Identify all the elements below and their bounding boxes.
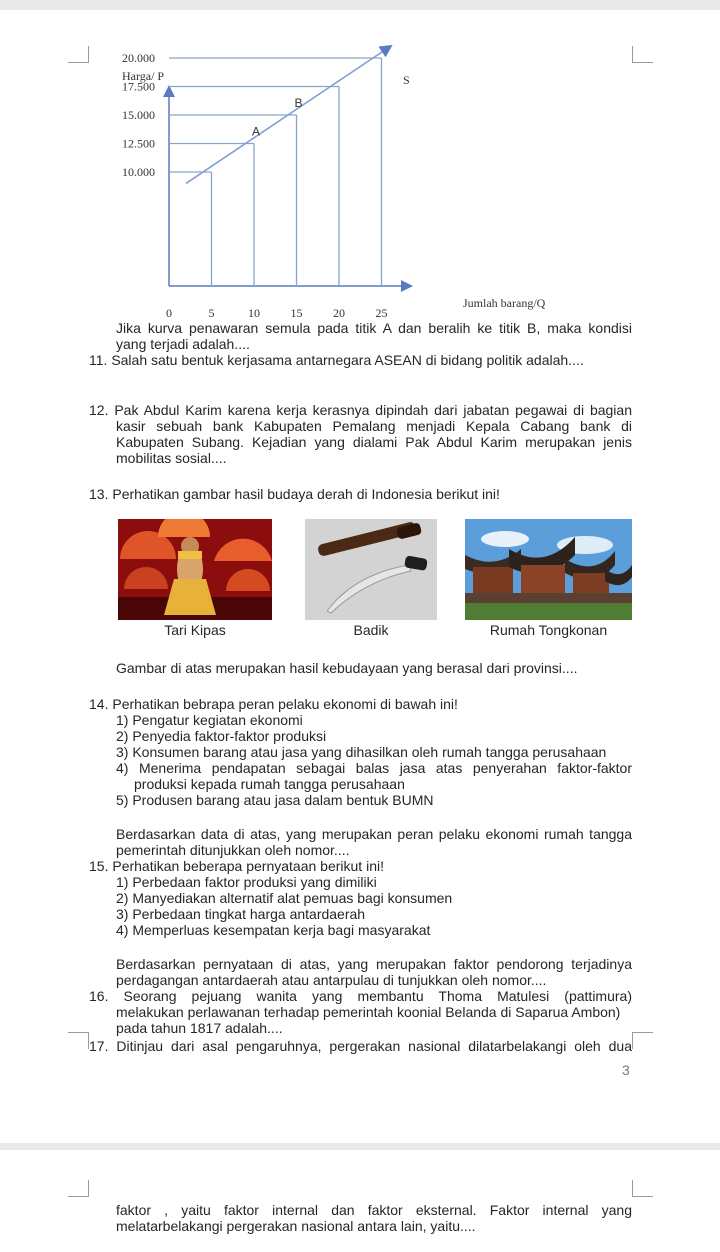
image-caption: Rumah Tongkonan bbox=[489, 622, 608, 638]
page-number: 3 bbox=[622, 1062, 630, 1078]
list-item: 4) Memperluas kesempatan kerja bagi masyarakat bbox=[116, 922, 431, 938]
q10-text-line: yang terjadi adalah.... bbox=[116, 336, 250, 352]
y-axis-label: Harga/ P bbox=[122, 69, 165, 83]
question-17-continued: faktor , yaitu faktor internal dan faktor eksternal. Faktor internal yang bbox=[116, 1202, 632, 1218]
list-item: 2) Penyedia faktor-faktor produksi bbox=[116, 728, 327, 744]
question-12-line: mobilitas sosial.... bbox=[116, 450, 227, 466]
question-12-line: kasir sebuah bank Kabupaten Pemalang menjadi Kepala Cabang bank di bbox=[116, 418, 632, 434]
y-tick-label: 17.500 bbox=[122, 79, 155, 94]
x-tick-label: 0 bbox=[166, 306, 172, 320]
list-item: 1) Pengatur kegiatan ekonomi bbox=[116, 712, 303, 728]
page-corner-mark bbox=[68, 1180, 89, 1197]
question-13: 13. Perhatikan gambar hasil budaya derah di Indonesia berikut ini! bbox=[89, 486, 500, 502]
list-item: 2) Manyediakan alternatif alat pemuas bagi konsumen bbox=[116, 890, 453, 906]
x-tick-label: 20 bbox=[333, 306, 345, 320]
image-caption: Tari Kipas bbox=[164, 622, 226, 638]
page-corner-mark bbox=[632, 1032, 653, 1049]
question-17: 17. Ditinjau dari asal pengaruhnya, pergerakan nasional dilatarbelakangi oleh dua bbox=[89, 1038, 632, 1054]
list-item: 3) Perbedaan tingkat harga antardaerah bbox=[116, 906, 366, 922]
tari-kipas-image bbox=[118, 519, 272, 620]
image-caption: Badik bbox=[353, 622, 389, 638]
document-page-4 bbox=[0, 1150, 720, 1252]
list-item: 1) Perbedaan faktor produksi yang dimiliki bbox=[116, 874, 377, 890]
x-tick-label: 25 bbox=[375, 306, 388, 320]
x-tick-label: 15 bbox=[290, 306, 303, 320]
x-tick-label: 5 bbox=[208, 306, 215, 320]
question-13-prompt: Gambar di atas merupakan hasil kebudayaan yang berasal dari provinsi.... bbox=[116, 660, 578, 676]
x-tick-label: 10 bbox=[248, 306, 260, 320]
question-16-line: 16. Seorang pejuang wanita yang membantu Thoma Matulesi (pattimura) bbox=[89, 988, 632, 1004]
question-14: 14. Perhatikan bebrapa peran pelaku ekonomi di bawah ini! bbox=[89, 696, 458, 712]
question-12-line: Kabupaten Subang. Kejadian yang dialami Pak Abdul Karim merupakan jenis bbox=[116, 434, 632, 450]
badik-image bbox=[305, 519, 437, 620]
page-corner-mark bbox=[632, 1180, 653, 1197]
question-15-prompt: Berdasarkan pernyataan di atas, yang merupakan faktor pendorong terjadinya bbox=[116, 956, 632, 972]
question-14-prompt: Berdasarkan data di atas, yang merupakan peran pelaku ekonomi rumah tangga bbox=[116, 826, 632, 842]
list-item: 4) Menerima pendapatan sebagai balas jasa atas penyerahan faktor-faktor bbox=[116, 760, 632, 776]
question-14-prompt: pemerintah ditunjukkan oleh nomor.... bbox=[116, 842, 350, 858]
supply-curve-chart bbox=[0, 10, 720, 320]
y-tick-label: 10.000 bbox=[122, 165, 155, 179]
document-page-3 bbox=[0, 10, 720, 1143]
page-corner-mark bbox=[68, 1032, 89, 1049]
question-15: 15. Perhatikan beberapa pernyataan berikut ini! bbox=[89, 858, 384, 874]
q10-text-line: Jika kurva penawaran semula pada titik A dan beralih ke titik B, maka kondisi bbox=[116, 320, 632, 336]
question-15-prompt: perdagangan antardaerah atau antarpulau di tunjukkan oleh nomor.... bbox=[116, 972, 547, 988]
list-item: 3) Konsumen barang atau jasa yang dihasilkan oleh rumah tangga perusahaan bbox=[116, 744, 607, 760]
y-tick-label: 20.000 bbox=[122, 51, 155, 65]
list-item: produksi kepada rumah tangga perusahaan bbox=[134, 776, 405, 792]
point-label: B bbox=[294, 96, 303, 110]
point-label: A bbox=[252, 124, 261, 139]
x-axis-label: Jumlah barang/Q bbox=[463, 296, 546, 310]
question-16-line: melakukan perlawanan terhadap pemerintah koonial Belanda di Saparua Ambon) bbox=[116, 1004, 621, 1020]
rumah-tongkonan-image bbox=[465, 519, 632, 620]
supply-curve-label: S bbox=[403, 73, 410, 87]
question-16-line: pada tahun 1817 adalah.... bbox=[116, 1020, 283, 1036]
y-tick-label: 12.500 bbox=[122, 136, 155, 151]
y-tick-label: 15.000 bbox=[122, 108, 155, 122]
question-12-line: 12. Pak Abdul Karim karena kerja kerasnya dipindah dari jabatan pegawai di bagian bbox=[89, 402, 632, 418]
question-17-continued: melatarbelakangi pergerakan nasional antara lain, yaitu.... bbox=[116, 1218, 476, 1234]
question-11: 11. Salah satu bentuk kerjasama antarnegara ASEAN di bidang politik adalah.... bbox=[89, 352, 584, 368]
list-item: 5) Produsen barang atau jasa dalam bentuk BUMN bbox=[116, 792, 434, 808]
